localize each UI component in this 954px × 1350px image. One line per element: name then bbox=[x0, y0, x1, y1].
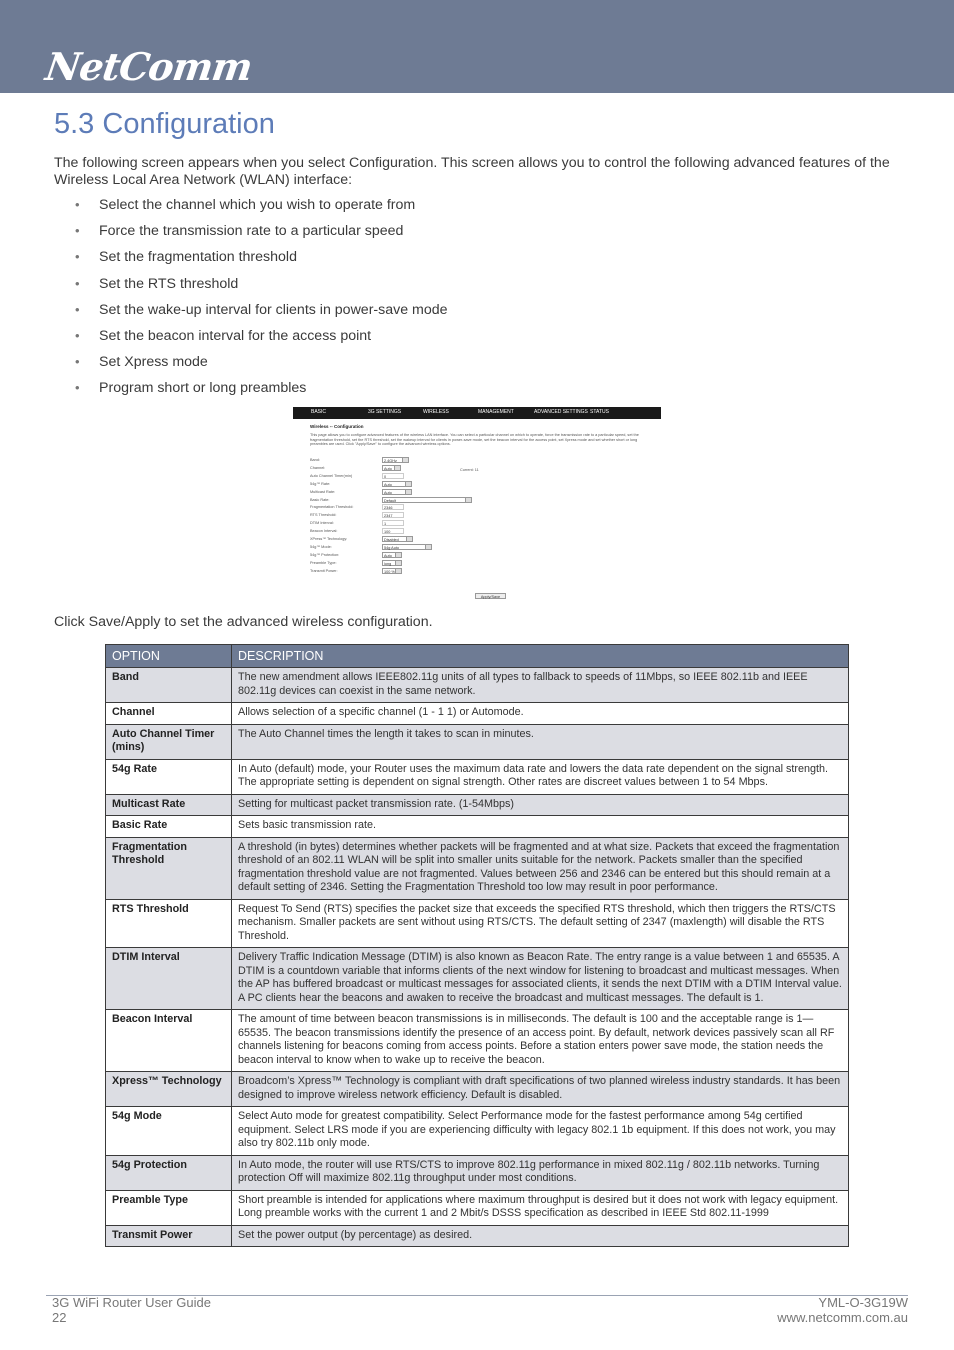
router-field-value: 54g Auto bbox=[384, 545, 399, 550]
footer-page-number: 22 bbox=[52, 1310, 67, 1325]
table-header-row bbox=[106, 645, 849, 668]
router-select[interactable] bbox=[382, 568, 402, 574]
description-cell: Request To Send (RTS) specifies the packet size that exceeds the specified RTS threshold, which then triggers the RTS/CTS mechanism. Smaller packets are sent without using RTS/CTS. The default setting of 2347 (maxlength) will disable the RTS Threshold. bbox=[232, 899, 849, 948]
router-text-input[interactable] bbox=[382, 512, 404, 518]
router-field-value: Auto bbox=[384, 490, 392, 495]
router-field-value: 2347 bbox=[384, 514, 393, 519]
list-item bbox=[54, 248, 448, 274]
router-field-label: DTIM Interval: bbox=[310, 521, 334, 526]
router-field-label: XPress™ Technology: bbox=[310, 537, 348, 541]
table-row bbox=[106, 668, 849, 703]
bullet-icon: • bbox=[75, 380, 80, 396]
option-cell: Multicast Rate bbox=[106, 794, 232, 816]
router-field-value: 100 % bbox=[384, 569, 395, 574]
router-field-label: Channel: bbox=[310, 465, 326, 470]
table-row bbox=[106, 1072, 849, 1107]
list-item-text: Program short or long preambles bbox=[99, 380, 307, 397]
router-field-label: Fragmentation Threshold: bbox=[310, 505, 354, 510]
footer-url: www.netcomm.com.au bbox=[777, 1310, 908, 1325]
table-row bbox=[106, 1155, 849, 1190]
table-row bbox=[106, 948, 849, 1010]
router-text-input[interactable] bbox=[382, 520, 404, 526]
option-cell: Fragmentation Threshold bbox=[106, 837, 232, 899]
router-field-value: Auto bbox=[384, 466, 392, 471]
option-cell: 54g Protection bbox=[106, 1155, 232, 1190]
list-item bbox=[54, 275, 448, 301]
chevron-down-icon bbox=[406, 537, 412, 541]
list-item-text: Set the beacon interval for the access point bbox=[99, 327, 372, 344]
router-text-input[interactable] bbox=[382, 528, 404, 534]
chevron-down-icon bbox=[405, 490, 411, 494]
router-field-value: 2.4GHz bbox=[384, 459, 397, 463]
router-field-value: Auto bbox=[384, 553, 392, 558]
router-field-label: Band: bbox=[310, 458, 320, 462]
chevron-down-icon bbox=[425, 545, 431, 549]
router-field-label: Preamble Type: bbox=[310, 560, 337, 565]
table-row bbox=[106, 816, 849, 838]
list-item bbox=[54, 196, 448, 222]
table-row bbox=[106, 1107, 849, 1156]
router-field-value: 2346 bbox=[384, 506, 393, 511]
router-field-value: Auto bbox=[384, 482, 392, 487]
table-row bbox=[106, 1010, 849, 1072]
router-page-heading: Wireless -- Configuration bbox=[310, 424, 364, 429]
list-item bbox=[54, 379, 448, 405]
router-field-value: 100 bbox=[384, 530, 391, 535]
option-cell: RTS Threshold bbox=[106, 899, 232, 948]
router-field-label: Basic Rate: bbox=[310, 497, 330, 502]
list-item-text: Select the channel which you wish to operate from bbox=[99, 197, 416, 213]
chevron-down-icon bbox=[395, 561, 401, 565]
chevron-down-icon bbox=[394, 466, 400, 470]
column-header-option: OPTION bbox=[106, 645, 232, 668]
router-nav-item[interactable]: 3G SETTINGS bbox=[368, 409, 402, 415]
list-item-text: Set Xpress mode bbox=[99, 354, 208, 371]
router-field-value: Default bbox=[384, 498, 397, 503]
table-row bbox=[106, 837, 849, 899]
router-select[interactable] bbox=[382, 465, 401, 471]
bullet-icon: • bbox=[75, 301, 80, 317]
list-item-text: Set the fragmentation threshold bbox=[99, 249, 297, 266]
table-row bbox=[106, 794, 849, 816]
description-cell: Set the power output (by percentage) as desired. bbox=[232, 1225, 849, 1247]
chevron-down-icon bbox=[405, 482, 411, 486]
description-cell: Select Auto mode for greatest compatibility. Select Performance mode for the fastest performance among 54g certified equipment. Select LRS mode if you are experiencing difficulty with legacy 802.1 1b equipment. If this does not work, you may also try 802.11b only mode. bbox=[232, 1107, 849, 1156]
list-item-text: Set the wake-up interval for clients in power-save mode bbox=[99, 301, 448, 318]
table-row bbox=[106, 724, 849, 759]
description-cell: The new amendment allows IEEE802.11g units of all types to fallback to speeds of 11Mbps, so IEEE 802.11b and IEEE 802.11g devices can coexist in the same network. bbox=[232, 668, 849, 703]
router-select[interactable] bbox=[382, 489, 412, 495]
save-instruction: Click Save/Apply to set the advanced wireless configuration. bbox=[54, 614, 433, 630]
list-item-text: Force the transmission rate to a particular speed bbox=[99, 223, 404, 240]
bullet-icon: • bbox=[75, 223, 80, 239]
feature-list bbox=[54, 196, 448, 406]
router-apply-button[interactable]: Apply/Save bbox=[475, 593, 506, 599]
router-field-value: long bbox=[384, 561, 392, 566]
description-cell: Delivery Traffic Indication Message (DTIM) is also known as Beacon Rate. The entry range is a value between 1 and 65535. A DTIM is a countdown variable that informs clients of the next window for listening to broadcast and multicast messages. When the AP has buffered broadcast or multicast messages for associated clients, it sends the next DTIM with a DTIM Interval value. A PC clients hear the beacons and awaken to receive the broadcast and multicast messages. The default is 1. bbox=[232, 948, 849, 1010]
netcomm-logo: NetComm bbox=[42, 44, 255, 89]
router-nav-item[interactable]: STATUS bbox=[590, 409, 609, 415]
option-cell: Auto Channel Timer (mins) bbox=[106, 724, 232, 759]
router-field-value: 0 bbox=[384, 474, 387, 479]
router-nav-item[interactable]: MANAGEMENT bbox=[478, 409, 514, 415]
router-field-label: Transmit Power: bbox=[310, 568, 338, 573]
description-cell: Allows selection of a specific channel (1 - 1 1) or Automode. bbox=[232, 703, 849, 725]
option-cell: Preamble Type bbox=[106, 1190, 232, 1225]
router-field-label: Beacon Interval: bbox=[310, 529, 338, 534]
chevron-down-icon bbox=[395, 553, 401, 557]
router-select[interactable] bbox=[382, 497, 472, 503]
description-cell: The Auto Channel times the length it takes to scan in minutes. bbox=[232, 724, 849, 759]
description-cell: In Auto (default) mode, your Router uses the maximum data rate and lowers the data rate dependent on the signal strength. The appropriate setting is dependent on signal strength. Other rates are discreet values between 1 to 54 Mbps. bbox=[232, 759, 849, 794]
list-item bbox=[54, 327, 448, 353]
option-cell: 54g Mode bbox=[106, 1107, 232, 1156]
list-item bbox=[54, 353, 448, 379]
router-page-description: This page allows you to configure advanced features of the wireless LAN interface. You can select a particular channel on which to operate, force the transmission rate to a particular speed, set the fragmentation threshold, set the RTS threshold, set the wakeup interval for clients in power-save mode, set the beacon interval for the access point, set Xpress mode and set whether short or long preambles are used. Click "Apply/Save" to configure the advanced wireless options. bbox=[310, 433, 639, 446]
footer-guide-title: 3G WiFi Router User Guide bbox=[52, 1295, 211, 1310]
footer-model: YML-O-3G19W bbox=[818, 1295, 908, 1310]
chevron-down-icon bbox=[402, 458, 408, 462]
description-cell: In Auto mode, the router will use RTS/CTS to improve 802.11g performance in mixed 802.11g / 802.11b networks. Turning protection Off will maximize 802.11g throughput under most conditions. bbox=[232, 1155, 849, 1190]
description-cell: Short preamble is intended for applications where maximum throughput is desired but it does not work with legacy equipment. Long preamble works with the current 1 and 2 Mbit/s DSSS specification as described in IEEE Std 802.11-1999 bbox=[232, 1190, 849, 1225]
router-select[interactable] bbox=[382, 560, 402, 566]
router-select[interactable] bbox=[382, 552, 402, 558]
list-item-text: Set the RTS threshold bbox=[99, 275, 239, 292]
router-field-label: Multicast Rate: bbox=[310, 489, 336, 494]
table-row bbox=[106, 1225, 849, 1247]
router-field-label: 54g™ Rate: bbox=[310, 481, 331, 486]
router-field-value: Disabled bbox=[384, 538, 399, 542]
router-current-channel: Current: 11 bbox=[460, 468, 479, 472]
router-select[interactable] bbox=[382, 544, 432, 550]
router-select[interactable] bbox=[382, 536, 413, 542]
option-cell: Transmit Power bbox=[106, 1225, 232, 1247]
router-text-input[interactable] bbox=[382, 473, 404, 479]
bullet-icon: • bbox=[75, 275, 80, 291]
description-cell: Sets basic transmission rate. bbox=[232, 816, 849, 838]
router-nav-bar bbox=[293, 407, 661, 419]
router-text-input[interactable] bbox=[382, 504, 404, 510]
router-field-label: RTS Threshold: bbox=[310, 513, 337, 518]
options-table bbox=[105, 644, 849, 1247]
option-cell: Basic Rate bbox=[106, 816, 232, 838]
router-select[interactable] bbox=[382, 481, 412, 487]
router-nav-item[interactable]: ADVANCED SETTINGS bbox=[534, 409, 588, 415]
description-cell: A threshold (in bytes) determines whether packets will be fragmented and at what size. Packets that exceed the fragmentation threshold of an 802.11 WLAN will be split into smaller units suitable for the network. Packets smaller than the specified fragmentation threshold value are not fragmented. Values between 256 and 2346 can be entered but this should remain at a default setting of 2346. Setting the Fragmentation Threshold too low may result in poor performance. bbox=[232, 837, 849, 899]
router-field-label: 54g™ Mode: bbox=[310, 544, 332, 549]
option-cell: Channel bbox=[106, 703, 232, 725]
table-row bbox=[106, 899, 849, 948]
option-cell: Xpress™ Technology bbox=[106, 1072, 232, 1107]
table-row bbox=[106, 703, 849, 725]
router-nav-item[interactable]: WIRELESS bbox=[423, 409, 449, 415]
router-field-label: 54g™ Protection: bbox=[310, 552, 340, 557]
table-row bbox=[106, 1190, 849, 1225]
router-field-label: Auto Channel Timer(min) bbox=[310, 473, 353, 478]
table-row bbox=[106, 759, 849, 794]
description-cell: The amount of time between beacon transmissions is in milliseconds. The default is 100 and the acceptable range is 1—65535. The beacon transmissions identify the presence of an access point. By default, network devices passively scan all RF channels listening for beacons coming from access points. Before a station enters power save mode, the station needs the beacon interval to know when to wake up to receive the beacon. bbox=[232, 1010, 849, 1072]
column-header-description: DESCRIPTION bbox=[232, 645, 849, 668]
description-cell: Setting for multicast packet transmission rate. (1-54Mbps) bbox=[232, 794, 849, 816]
intro-paragraph: The following screen appears when you select Configuration. This screen allows you to control the following advanced features of the Wireless Local Area Network (WLAN) interface: bbox=[54, 155, 890, 188]
bullet-icon: • bbox=[75, 354, 80, 370]
list-item bbox=[54, 222, 448, 248]
list-item bbox=[54, 301, 448, 327]
option-cell: DTIM Interval bbox=[106, 948, 232, 1010]
router-nav-item[interactable]: BASIC bbox=[311, 409, 327, 415]
description-cell: Broadcom’s Xpress™ Technology is compliant with draft specifications of two planned wireless industry standards. It has been designed to improve wireless network efficiency. Default is disabled. bbox=[232, 1072, 849, 1107]
page-title: 5.3 Configuration bbox=[54, 108, 275, 140]
page-header bbox=[0, 0, 954, 93]
bullet-icon: • bbox=[75, 197, 80, 212]
option-cell: Beacon Interval bbox=[106, 1010, 232, 1072]
chevron-down-icon bbox=[395, 569, 401, 573]
bullet-icon: • bbox=[75, 249, 80, 265]
option-cell: 54g Rate bbox=[106, 759, 232, 794]
router-config-screenshot bbox=[293, 407, 661, 600]
router-field-value: 1 bbox=[384, 522, 387, 527]
chevron-down-icon bbox=[465, 498, 471, 502]
router-select[interactable] bbox=[382, 457, 409, 463]
option-cell: Band bbox=[106, 668, 232, 703]
bullet-icon: • bbox=[75, 327, 80, 343]
